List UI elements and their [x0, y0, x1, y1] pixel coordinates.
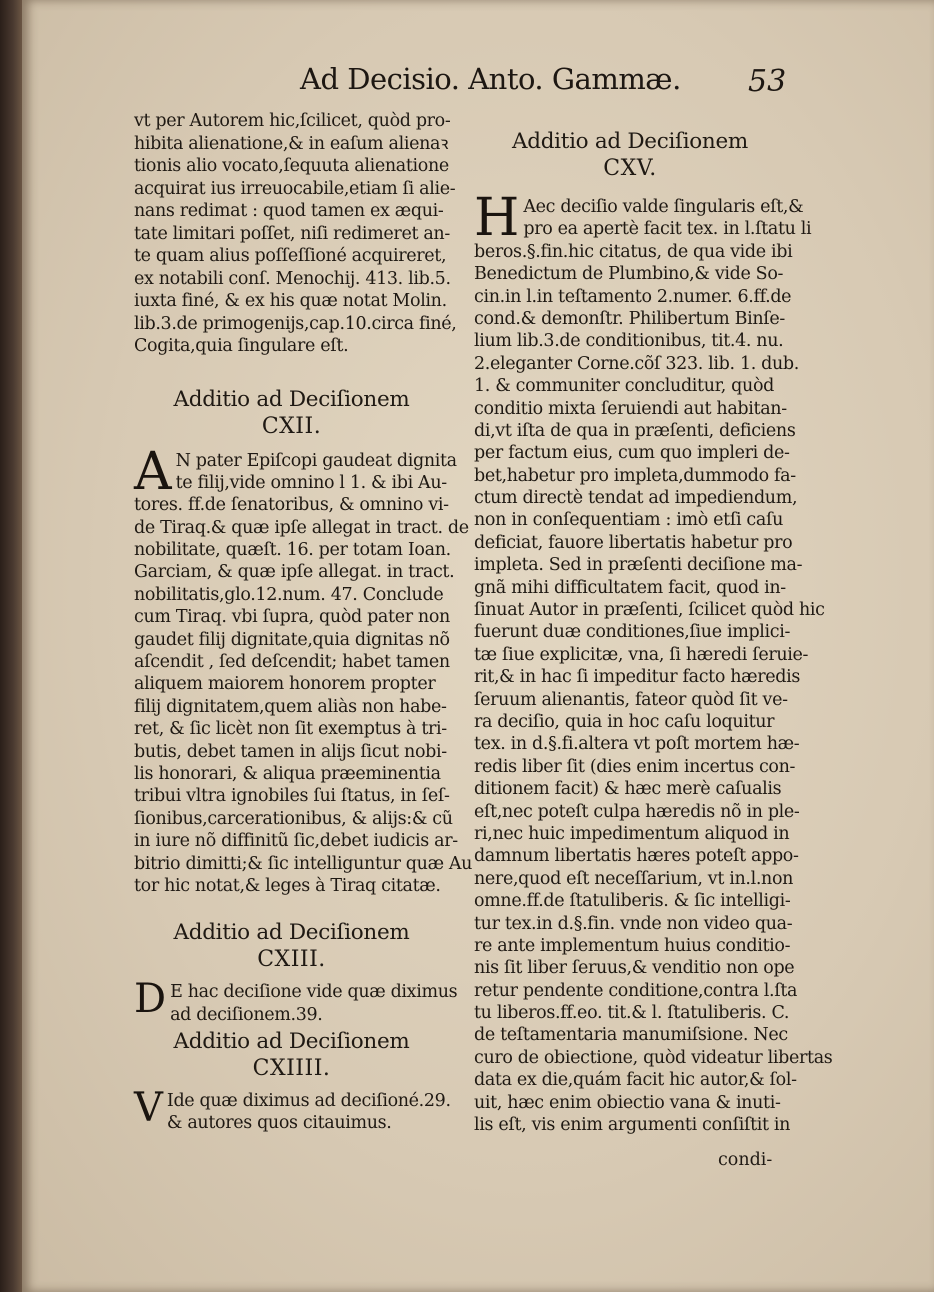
left-column [134, 110, 473, 1135]
text-line: impleta. Sed in præſenti deciſione ma- [474, 555, 803, 576]
text-line: tate limitari poſſet, niſi redimeret an- [134, 223, 450, 244]
text-line: butis, debet tamen in alijs ſicut nobi- [134, 741, 447, 762]
text-line: cin.in l.in teſtamento 2.numer. 6.ff.de [474, 286, 792, 307]
text-line: Benedictum de Plumbino,& vide So- [474, 264, 784, 285]
text-line: 2.eleganter Corne.cõſ 323. lib. 1. dub. [474, 353, 799, 374]
right-column [474, 128, 833, 1136]
text-line: ex notabili conſ. Menochij. 413. lib.5. [134, 268, 451, 289]
text-line: de Tiraq.& quæ ipſe allegat in tract. de [134, 517, 469, 538]
text-line: iuxta finé, & ex his quæ notat Molin. [134, 291, 447, 311]
text-line: ra deciſio, quia in hoc caſu loquitur [474, 711, 775, 732]
text-line: redis liber ſit (dies enim incertus con- [474, 756, 796, 777]
text-line: Cogita,quia ſingulare eſt. [134, 336, 349, 356]
section-body [474, 188, 833, 1136]
text-line: vt per Autorem hic,ſcilicet, quòd pro- [134, 111, 451, 131]
text-line: omne.ff.de ſtatuliberis. & ſic intelligi- [474, 891, 791, 912]
text-line: beros.§.fin.hic citatus, de qua vide ibi [474, 241, 793, 262]
book-gutter [0, 0, 22, 1292]
text-line: ctum directè tendat ad impediendum, [474, 488, 798, 509]
text-line: tionis alio vocato,ſequuta alienatione [134, 156, 449, 176]
page-header [300, 62, 800, 102]
text-line: bitrio dimitti;& ſic intelliguntur quæ Au [134, 853, 473, 874]
text-line: fuerunt duæ conditiones,ſiue implici- [474, 622, 791, 643]
text-line: tribui vltra ignobiles ſui ſtatus, in ſeſ- [134, 786, 450, 807]
text-line: eſt,nec poteſt culpa hæredis nõ in ple- [474, 801, 800, 822]
section-numeral: CXIII. [257, 947, 326, 973]
text-line: tur tex.in d.§.fin. vnde non video qua- [474, 913, 793, 934]
text-line: ſinuat Autor in præſenti, ſcilicet quòd hic [474, 600, 825, 621]
text-line: nis ſit liber ſeruus,& venditio non ope [474, 958, 795, 979]
text-line: de teſtamentaria manumiſsione. Nec [474, 1025, 788, 1046]
text-line: uit, hæc enim obiectio vana & inuti- [474, 1092, 781, 1113]
section-heading: Additio ad Deciſionem [173, 920, 410, 946]
text-line: E hac deciſione vide quæ diximus [170, 982, 458, 1003]
text-line: nobilitate, quæſt. 16. per totam Ioan. [134, 540, 451, 561]
text-line: pro ea apertè facit tex. in l.ſtatu li [523, 219, 812, 240]
catchword: condi- [718, 1150, 773, 1170]
text-line: lib.3.de primogenijs,cap.10.circa finé, [134, 313, 457, 334]
text-line: lis eſt, vis enim argumenti conſiſtit in [474, 1115, 791, 1136]
text-line: Garciam, & quæ ipſe allegat. in tract. [134, 562, 455, 583]
text-line: di,vt iſta de qua in præſenti, deficiens [474, 420, 796, 441]
continuation-text [134, 110, 457, 358]
text-line: lium lib.3.de conditionibus, tit.4. nu. [474, 331, 784, 352]
drop-cap: V [134, 1085, 163, 1132]
text-line: filij dignitatem,quem aliàs non habe- [134, 696, 447, 717]
text-line: 1. & communiter concluditur, quòd [474, 376, 774, 397]
drop-cap: A [134, 441, 172, 502]
text-line: nobilitatis,glo.12.num. 47. Conclude [134, 584, 444, 605]
text-line: tu liberos.ff.eo. tit.& l. ſtatuliberis. C. [474, 1003, 790, 1024]
text-line: gaudet filij dignitate,quia dignitas nõ [134, 629, 450, 650]
text-line: te filij,vide omnino l 1. & ibi Au- [175, 472, 447, 493]
section-cxii [134, 386, 473, 898]
text-line: damnum libertatis hæres poteſt appo- [474, 846, 799, 867]
section-heading: Additio ad Deciſionem [512, 129, 748, 154]
text-line: per factum eius, cum quo impleri de- [474, 443, 790, 464]
text-line: aliquem maiorem honorem propter [134, 674, 436, 695]
text-line: ſeruum alienantis, fateor quòd ſit ve- [474, 689, 788, 710]
text-line: nans redimat : quod tamen ex æqui- [134, 201, 444, 221]
text-line: lis honorari, & aliqua præeminentia [134, 763, 441, 784]
text-line: N pater Epiſcopi gaudeat dignita [175, 450, 457, 471]
drop-cap: D [134, 976, 167, 1023]
text-line: tores. ff.de ſenatoribus, & omnino vi- [134, 495, 449, 516]
text-line: conditio mixta ſeruiendi aut habitan- [474, 398, 787, 419]
text-line: in iure nõ diffinitũ ſic,debet iudicis ar- [134, 831, 458, 852]
text-line: deficiat, fauore libertatis habetur pro [474, 532, 793, 553]
running-head: Ad Decisio. Anto. Gammæ. [300, 62, 681, 96]
section-numeral: CXII. [261, 413, 322, 439]
text-line: non in conſequentiam : imò etſi caſu [474, 510, 783, 531]
text-line: Ide quæ diximus ad deciſioné.29. [166, 1091, 451, 1112]
text-line: tæ ſiue explicitæ, vna, ſi hæredi ſeruie- [474, 644, 809, 665]
text-line: hibita alienatione,& in eaſum alienaꝛ [134, 133, 449, 154]
section-numeral: CXIIII. [252, 1056, 331, 1082]
text-line: ditionem facit) & hæc merè caſualis [474, 779, 782, 800]
text-line: & autores quos citauimus. [166, 1113, 392, 1134]
text-line: ſionibus,carcerationibus, & alijs:& cũ [134, 808, 453, 829]
text-line: ret, & ſic licèt non ſit exemptus à tri- [134, 719, 447, 740]
section-cxiii [134, 919, 458, 1026]
text-line: aſcendit , ſed deſcendit; habet tamen [134, 652, 450, 673]
text-line: acquirat ius irreuocabile,etiam ſi alie- [134, 178, 456, 199]
section-heading: Additio ad Deciſionem [173, 386, 410, 412]
text-line: ri,nec huic impedimentum aliquod in [474, 823, 790, 844]
text-line: cond.& demonſtr. Philibertum Binſe- [474, 308, 785, 329]
text-line: ad deciſionem.39. [170, 1004, 323, 1025]
section-cxiiii [134, 1028, 449, 1135]
text-line: bet,habetur pro impleta,dummodo fa- [474, 465, 796, 486]
text-line: tex. in d.§.fi.altera vt poſt mortem hæ- [474, 734, 800, 755]
text-line: data ex die,quám facit hic autor,& ſol- [474, 1070, 797, 1091]
text-line: Aec deciſio valde ſingularis eſt,& [523, 197, 804, 217]
page-number: 53 [748, 64, 787, 99]
text-line: curo de obiectione, quòd videatur libertas [474, 1047, 833, 1068]
section-numeral: CXV. [603, 156, 657, 181]
drop-cap: H [474, 188, 520, 248]
text-line: rit,& in hac ſi impeditur facto hæredis [474, 667, 801, 688]
section-heading: Additio ad Deciſionem [173, 1029, 410, 1055]
section-cxv [474, 128, 833, 1136]
text-line: cum Tiraq. vbi ſupra, quòd pater non [134, 607, 450, 628]
text-line: retur pendente conditione,contra l.ſta [474, 980, 798, 1001]
section-body [134, 441, 473, 898]
section-body [134, 1085, 451, 1135]
text-line: gnã mihi difficultatem facit, quod in- [474, 577, 786, 598]
text-line: re ante implementum huius conditio- [474, 935, 791, 956]
text-line: te quam alius poſſeſſioné acquireret, [134, 246, 447, 266]
section-body [134, 976, 458, 1026]
text-line: nere,quod eſt neceſſarium, vt in.l.non [474, 868, 794, 889]
text-line: tor hic notat,& leges à Tiraq citatæ. [134, 875, 441, 896]
